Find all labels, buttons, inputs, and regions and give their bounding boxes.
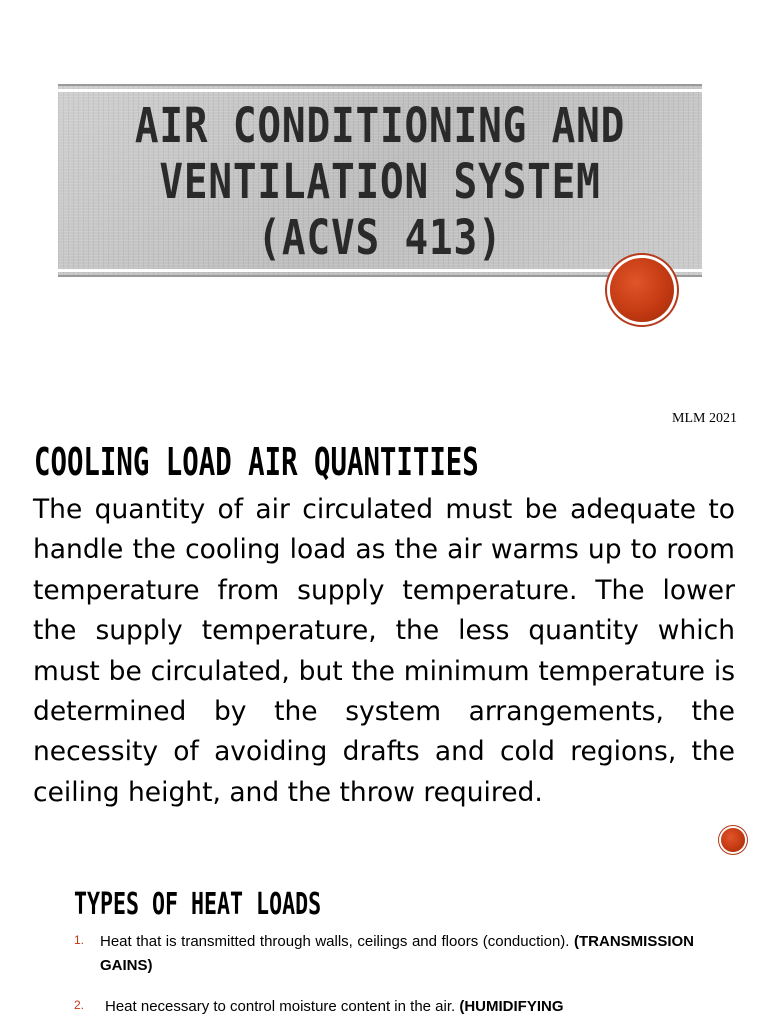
- title-band: [58, 84, 702, 277]
- list-item-text: [100, 930, 694, 978]
- band-line-bottom: [58, 269, 702, 272]
- list-slide: [0, 860, 768, 1024]
- title-line-1: AIR CONDITIONING AND: [134, 98, 626, 154]
- list-item-text: [105, 995, 700, 1019]
- item-text: Heat necessary to control moisture content in the air.: [105, 998, 456, 1015]
- decorative-circle-icon: [721, 828, 745, 852]
- band-edge-bottom: [58, 275, 702, 277]
- content-slide: [0, 400, 768, 860]
- title-slide: [0, 0, 768, 400]
- item-emphasis: (TRANSMISSION GAINS): [100, 933, 694, 974]
- credit-label: MLM 2021: [672, 411, 737, 426]
- decorative-circle-icon: [610, 258, 674, 322]
- band-line-top: [58, 89, 702, 92]
- list-number: 2.: [74, 998, 85, 1012]
- section-heading: TYPES OF HEAT LOADS: [74, 887, 322, 922]
- body-paragraph: The quantity of air circulated must be adequate to handle the cooling load as the air warms up to room temperature from supply temperature. The lower the supply temperature, the less quantity which must be circulated, but the minimum temperature is determined by the system arrangements, the necessity of avoiding drafts and cold regions, the ceiling height, and the throw required.: [33, 494, 735, 808]
- item-text: Heat that is transmitted through walls, ceilings and floors (conduction).: [100, 933, 570, 950]
- title-line-2: VENTILATION SYSTEM: [159, 154, 601, 210]
- item-emphasis: (HUMIDIFYING: [459, 998, 564, 1015]
- slide-title: [116, 98, 644, 266]
- title-line-3: (ACVS 413): [257, 210, 503, 266]
- band-edge-top: [58, 84, 702, 86]
- section-heading: COOLING LOAD AIR QUANTITIES: [34, 440, 479, 484]
- list-number: 1.: [74, 933, 85, 947]
